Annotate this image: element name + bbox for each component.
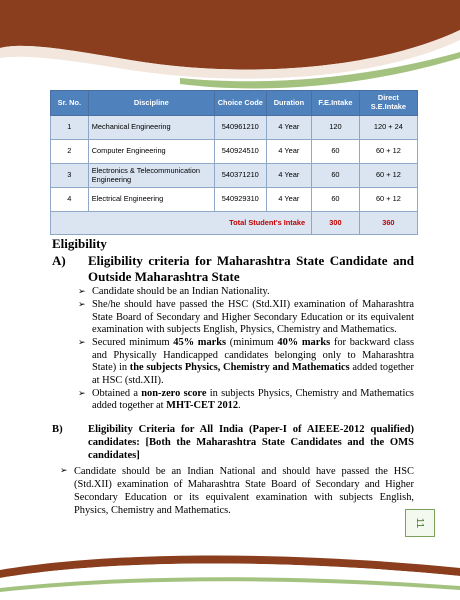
list-item: ➢ Secured minimum 45% marks (minimum 40% marks for backward class and Physically Handicapped candidates belonging only to Maharashtra State) in the subjects Physics, Chemistry and Mathematics added together at HSC (std.XII). bbox=[78, 336, 415, 386]
table-row bbox=[51, 116, 418, 140]
cell-se-intake: 60 + 12 bbox=[359, 140, 417, 164]
table-total-row bbox=[51, 212, 418, 235]
eligibility-heading: Eligibility bbox=[52, 236, 107, 251]
footer-swoosh-graphic bbox=[0, 530, 460, 600]
cell-discipline: Computer Engineering bbox=[88, 140, 214, 164]
list-item: ➢ She/he should have passed the HSC (Std.XII) examination of Maharashtra State Board of Secondary and Higher Secondary Education or its equivalent examination with subjects English, Physics, Chemistry and Mathematics. bbox=[78, 298, 414, 336]
arrow-bullet-icon: ➢ bbox=[78, 336, 86, 347]
cell-choice-code: 540961210 bbox=[214, 116, 266, 140]
cell-duration: 4 Year bbox=[266, 140, 311, 164]
total-fe-intake: 300 bbox=[312, 212, 360, 235]
section-b-marker: B) bbox=[52, 424, 63, 435]
total-label: Total Student's Intake bbox=[51, 212, 312, 235]
arrow-bullet-icon: ➢ bbox=[60, 464, 68, 475]
col-header-sr-no: Sr. No. bbox=[51, 91, 89, 116]
list-item: ➢ Candidate should be an Indian National and should have passed the HSC (Std.XII) examination of Maharashtra State Board of Secondary and Higher Secondary Education or its equivalent examination with subjects English, Physics, Chemistry and Mathematics. bbox=[60, 464, 414, 516]
cell-choice-code: 540924510 bbox=[214, 140, 266, 164]
section-b-title: Eligibility Criteria for All India (Paper-I of AIEEE-2012 qualified) candidates: [Both the Maharashtra State Candidates and the OMS candidates] bbox=[88, 424, 414, 462]
cell-choice-code: 540929310 bbox=[214, 188, 266, 212]
cell-se-intake: 60 + 12 bbox=[359, 188, 417, 212]
eligibility-section bbox=[52, 237, 414, 517]
cell-fe-intake: 60 bbox=[312, 164, 360, 188]
cell-discipline: Mechanical Engineering bbox=[88, 116, 214, 140]
table-row bbox=[51, 140, 418, 164]
cell-duration: 4 Year bbox=[266, 116, 311, 140]
header-swoosh-graphic bbox=[0, 0, 460, 95]
col-header-duration: Duration bbox=[266, 91, 311, 116]
cell-choice-code: 540371210 bbox=[214, 164, 266, 188]
col-header-fe-intake: F.E.Intake bbox=[312, 91, 360, 116]
col-header-discipline: Discipline bbox=[88, 91, 214, 116]
cell-fe-intake: 60 bbox=[312, 188, 360, 212]
arrow-bullet-icon: ➢ bbox=[78, 298, 86, 309]
section-a-title: Eligibility criteria for Maharashtra State Candidate and Outside Maharashtra State bbox=[88, 252, 414, 284]
table-header-row bbox=[51, 91, 418, 116]
section-a-marker: A) bbox=[52, 252, 66, 268]
cell-se-intake: 60 + 12 bbox=[359, 164, 417, 188]
arrow-bullet-icon: ➢ bbox=[78, 286, 86, 297]
section-a-list bbox=[78, 286, 414, 413]
intake-table bbox=[50, 90, 418, 235]
cell-discipline: Electronics & Telecommunication Engineering bbox=[88, 164, 214, 188]
cell-duration: 4 Year bbox=[266, 164, 311, 188]
cell-sr-no: 2 bbox=[51, 140, 89, 164]
cell-fe-intake: 120 bbox=[312, 116, 360, 140]
cell-fe-intake: 60 bbox=[312, 140, 360, 164]
cell-duration: 4 Year bbox=[266, 188, 311, 212]
table-row bbox=[51, 188, 418, 212]
list-item: ➢ Obtained a non-zero score in subjects Physics, Chemistry and Mathematics added together at MHT-CET 2012. bbox=[78, 387, 414, 412]
col-header-se-intake: Direct S.E.Intake bbox=[359, 91, 417, 116]
section-a-heading bbox=[52, 253, 414, 284]
cell-sr-no: 3 bbox=[51, 164, 89, 188]
arrow-bullet-icon: ➢ bbox=[78, 387, 86, 398]
cell-sr-no: 1 bbox=[51, 116, 89, 140]
total-se-intake: 360 bbox=[359, 212, 417, 235]
cell-discipline: Electrical Engineering bbox=[88, 188, 214, 212]
table-row bbox=[51, 164, 418, 188]
cell-se-intake: 120 + 24 bbox=[359, 116, 417, 140]
section-b-heading bbox=[52, 423, 414, 463]
page-number: 11 bbox=[405, 509, 435, 537]
cell-sr-no: 4 bbox=[51, 188, 89, 212]
col-header-choice-code: Choice Code bbox=[214, 91, 266, 116]
list-item: ➢ Candidate should be an Indian Nationality. bbox=[78, 286, 270, 298]
section-b-list bbox=[60, 465, 414, 517]
